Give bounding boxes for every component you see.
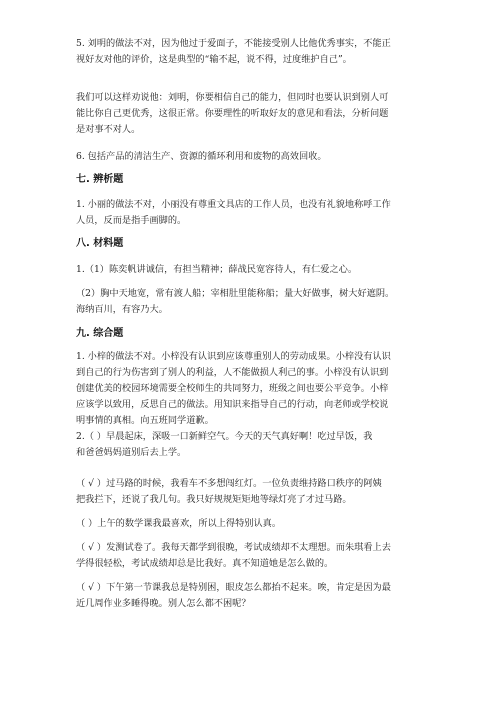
text-line: 学得很轻松，考试成绩却总是比我好。真不知道她是怎么做的。 <box>76 558 334 569</box>
text-line: （2）胸中天地宽，常有渡人船；宰相肚里能称船；量大好做事，树大好遮阴。 <box>76 288 395 299</box>
text-line: 1.（1）陈奕帆讲诚信，有担当精神；薛战民宽容待人，有仁爱之心。 <box>76 264 358 275</box>
s9-item-5 <box>76 580 428 612</box>
text-line: 1. 小丽的做法不对，小丽没有尊重文具店的工作人员，也没有礼貌地称呼工作 <box>76 199 391 210</box>
text-line: 6. 包括产品的清洁生产、资源的循环利用和废物的高效回收。 <box>76 151 327 162</box>
text-line: 到自己的行为伤害到了别人的利益，人不能做损人利己的事。小梓没有认识到 <box>76 367 389 378</box>
text-line: 是对事不对人。 <box>76 124 141 135</box>
s6-answer-5 <box>76 36 428 68</box>
text-line: 近几周作业多睡得晚。别人怎么都不困呢？ <box>76 598 251 609</box>
text-line: （ √ ）过马路的时候，我看车不多想闯红灯。一位负责维持路口秩序的阿姨 <box>76 478 382 489</box>
text-line: 视好友对他的评价，这是典型的“输不起，说不得，过度维护自己”。 <box>76 54 352 65</box>
s9-item-3 <box>76 516 428 532</box>
text-line: 和爸爸妈妈道别后去上学。 <box>76 447 187 458</box>
text-line: （ ）上午的数学课我最喜欢，所以上得特别认真。 <box>76 518 282 529</box>
text-line: 我们可以这样劝说他：刘明，你要相信自己的能力，但同时也要认识到别人可 <box>76 92 389 103</box>
s6-answer-6 <box>76 149 428 165</box>
s8-answer-1 <box>76 262 428 278</box>
s9-answer-1 <box>76 349 428 461</box>
s9-item-4 <box>76 540 428 572</box>
section-heading-9: 九. 综合题 <box>76 328 124 339</box>
s6-advice <box>76 90 428 138</box>
text-line: 创建优美的校园环境需要全校师生的共同努力，班级之间也要公平竞争。小梓 <box>76 383 389 394</box>
s7-answer-1 <box>76 197 428 229</box>
s9-item-2 <box>76 476 428 508</box>
text-line: 能比你自己更优秀，这很正常。你要理性的听取好友的意见和看法，分析问题 <box>76 108 389 119</box>
text-line: 2.（ ）早晨起床，深吸一口新鲜空气。今天的天气真好啊！吃过早饭，我 <box>76 431 373 442</box>
text-line: 应该学以致用，反思自己的做法。用知识来指导自己的行动，向老师或学校说 <box>76 399 389 410</box>
text-line: 5. 刘明的做法不对，因为他过于爱面子，不能接受别人比他优秀事实，不能正 <box>76 38 391 49</box>
text-line: 明事情的真相。向五班同学道歉。 <box>76 415 214 426</box>
text-line: 人员，反而是指手画脚的。 <box>76 215 187 226</box>
s8-answer-2 <box>76 286 428 318</box>
text-line: 把我拦下，还说了我几句。我只好规规矩矩地等绿灯亮了才过马路。 <box>76 494 352 505</box>
text-line: 海纳百川，有容乃大。 <box>76 304 168 315</box>
text-line: 1. 小梓的做法不对。小梓没有认识到应该尊重别人的劳动成果。小梓没有认识 <box>76 351 391 362</box>
text-line: （ √ ）发测试卷了。我每天都学到很晚，考试成绩却不太理想。而朱琪看上去 <box>76 542 391 553</box>
section-heading-8: 八. 材料题 <box>76 238 124 249</box>
text-line: （ √ ）下午第一节课我总是特别困，眼皮怎么都抬不起来。唉，肯定是因为最 <box>76 582 391 593</box>
section-heading-7: 七. 辨析题 <box>76 174 124 185</box>
